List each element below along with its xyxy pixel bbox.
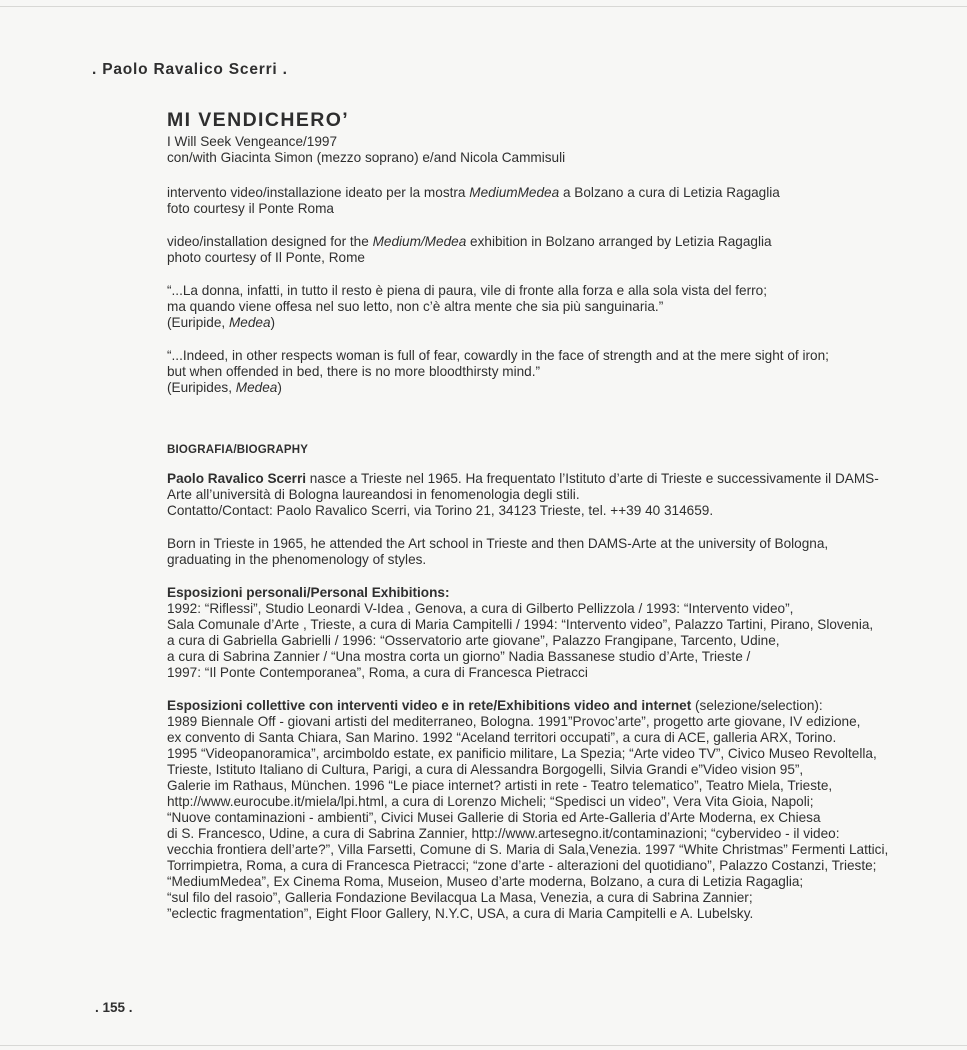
artist-name: Paolo Ravalico Scerri — [167, 471, 307, 486]
page-number: . 155 . — [95, 1000, 133, 1015]
group-exhibitions-line: “MediumMedea”, Ex Cinema Roma, Museion, Museo d’arte moderna, Bolzano, a cura di Letizia Ragaglia; — [167, 874, 804, 889]
biography-english-line-2: graduating in the phenomenology of styles. — [167, 552, 427, 567]
group-exhibitions-line: vecchia frontiera dell’arte?”, Villa Farsetti, Comune di S. Maria di Sala,Venezia. 1997 “White Christmas” Fermenti Lattici, — [167, 842, 889, 857]
description-italian-line-1: intervento video/installazione ideato per la mostra MediumMedea a Bolzano a cura di Letizia Ragaglia — [167, 185, 780, 200]
personal-exhibitions-line: a cura di Gabriella Gabrielli / 1996: “Osservatorio arte giovane”, Palazzo Frangipane, Tarcento, Udine, — [167, 633, 780, 648]
running-header-author: . Paolo Ravalico Scerri . — [92, 61, 288, 78]
group-exhibitions-line: di S. Francesco, Udine, a cura di Sabrina Zannier, http://www.artesegno.it/contaminazioni; “cybervideo - il video: — [167, 826, 840, 841]
biography-italian-line-2: Arte all’università di Bologna laureandosi in fenomenologia degli stili. — [167, 487, 580, 502]
quote-english-source: (Euripides, Medea) — [167, 380, 282, 395]
group-exhibitions-line: ”eclectic fragmentation”, Eight Floor Gallery, N.Y.C, USA, a cura di Maria Campitelli e A. Lubelsky. — [167, 906, 754, 921]
description-english-line-2: photo courtesy of Il Ponte, Rome — [167, 250, 365, 265]
group-exhibitions-line: 1995 “Videopanoramica”, arcimboldo estate, ex panificio militare, La Spezia; “Arte video TV”, Civico Museo Revoltella, — [167, 746, 877, 761]
contact-line: Contatto/Contact: Paolo Ravalico Scerri, via Torino 21, 34123 Trieste, tel. ++39 40 314659. — [167, 503, 714, 518]
personal-exhibitions-line: 1997: “Il Ponte Contemporanea”, Roma, a cura di Francesca Pietracci — [167, 665, 588, 680]
main-content — [167, 108, 887, 922]
group-exhibitions-line: “sul filo del rasoio”, Galleria Fondazione Bevilacqua La Masa, Venezia, a cura di Sabrina Zannier; — [167, 890, 753, 905]
quote-english-line-2: but when offended in bed, there is no more bloodthirsty mind.” — [167, 364, 541, 379]
work-title: MI VENDICHERO’ — [167, 109, 350, 131]
quote-english-line-1: “...Indeed, in other respects woman is full of fear, cowardly in the face of strength and at the mere sight of iron; — [167, 348, 829, 363]
group-exhibitions-line: Torrimpietra, Roma, a cura di Francesca Pietracci; “zone d’arte - alterazioni del quotidiano”, Palazzo Costanzi, Trieste; — [167, 858, 877, 873]
group-exhibitions-line: “Nuove contaminazioni - ambienti”, Civici Musei Gallerie di Storia ed Arte-Galleria d’Arte Moderna, ex Chiesa — [167, 810, 821, 825]
description-italian-line-2: foto courtesy il Ponte Roma — [167, 201, 334, 216]
page-edge-top — [0, 6, 967, 7]
biography-heading: BIOGRAFIA/BIOGRAPHY — [167, 444, 309, 456]
description-english-line-1: video/installation designed for the Medium/Medea exhibition in Bolzano arranged by Letizia Ragaglia — [167, 234, 772, 249]
biography-italian — [167, 471, 887, 519]
work-credits: con/with Giacinta Simon (mezzo soprano) e/and Nicola Cammisuli — [167, 150, 566, 165]
description-italian — [167, 185, 887, 217]
group-exhibitions-line: Trieste, Istituto Italiano di Cultura, Parigi, a cura di Alessandra Borgogelli, Silvia Grandi e”Video vision 95”, — [167, 762, 804, 777]
biography-italian-line-1: Paolo Ravalico Scerri nasce a Trieste nel 1965. Ha frequentato l’Istituto d’arte di Trieste e successivamente il DAMS- — [167, 471, 879, 486]
group-exhibitions-line: Galerie im Rathaus, München. 1996 “Le piace internet? artisti in rete - Teatro telematico”, Teatro Miela, Trieste, — [167, 778, 833, 793]
biography-english — [167, 536, 887, 568]
personal-exhibitions-line: a cura di Sabrina Zannier / “Una mostra corta un giorno” Nadia Bassanese studio d’Arte, Trieste / — [167, 649, 751, 664]
personal-exhibitions-line: 1992: “Riflessi”, Studio Leonardi V-Idea , Genova, a cura di Gilberto Pellizzola / 1993: “Intervento video”, — [167, 601, 794, 616]
quote-italian — [167, 283, 887, 331]
quote-italian-line-1: “...La donna, infatti, in tutto il resto è piena di paura, vile di fronte alla forza e alla sola vista del ferro; — [167, 283, 767, 298]
exhibition-title: Medium/Medea — [372, 234, 467, 249]
group-exhibitions-heading: Esposizioni collettive con interventi video e in rete/Exhibitions video and internet (selezione/selection): — [167, 698, 823, 713]
personal-exhibitions — [167, 585, 887, 681]
quote-italian-line-2: ma quando viene offesa nel suo letto, non c’è altra mente che sia più sanguinaria.” — [167, 299, 664, 314]
group-exhibitions-line: 1989 Biennale Off - giovani artisti del mediterraneo, Bologna. 1991”Provoc’arte”, progetto arte giovane, IV edizione, — [167, 714, 861, 729]
work-subtitle: I Will Seek Vengeance/1997 — [167, 134, 338, 149]
quote-italian-source: (Euripide, Medea) — [167, 315, 276, 330]
group-exhibitions-line: ex convento di Santa Chiara, San Marino. 1992 “Aceland territori occupati”, a cura di ACE, galleria ARX, Torino. — [167, 730, 837, 745]
personal-exhibitions-heading: Esposizioni personali/Personal Exhibitions: — [167, 585, 450, 600]
group-exhibitions-line: http://www.eurocube.it/miela/lpi.html, a cura di Lorenzo Micheli; “Spedisci un video”, Vera Vita Gioia, Napoli; — [167, 794, 814, 809]
page-edge-bottom — [0, 1045, 967, 1046]
exhibition-title: MediumMedea — [469, 185, 560, 200]
quote-english — [167, 348, 887, 396]
personal-exhibitions-line: Sala Comunale d’Arte , Trieste, a cura di Maria Campitelli / 1994: “Intervento video”, Palazzo Tartini, Pirano, Slovenia, — [167, 617, 874, 632]
description-english — [167, 234, 887, 266]
group-exhibitions — [167, 698, 887, 922]
biography-english-line-1: Born in Trieste in 1965, he attended the Art school in Trieste and then DAMS-Arte at the university of Bologna, — [167, 536, 829, 551]
